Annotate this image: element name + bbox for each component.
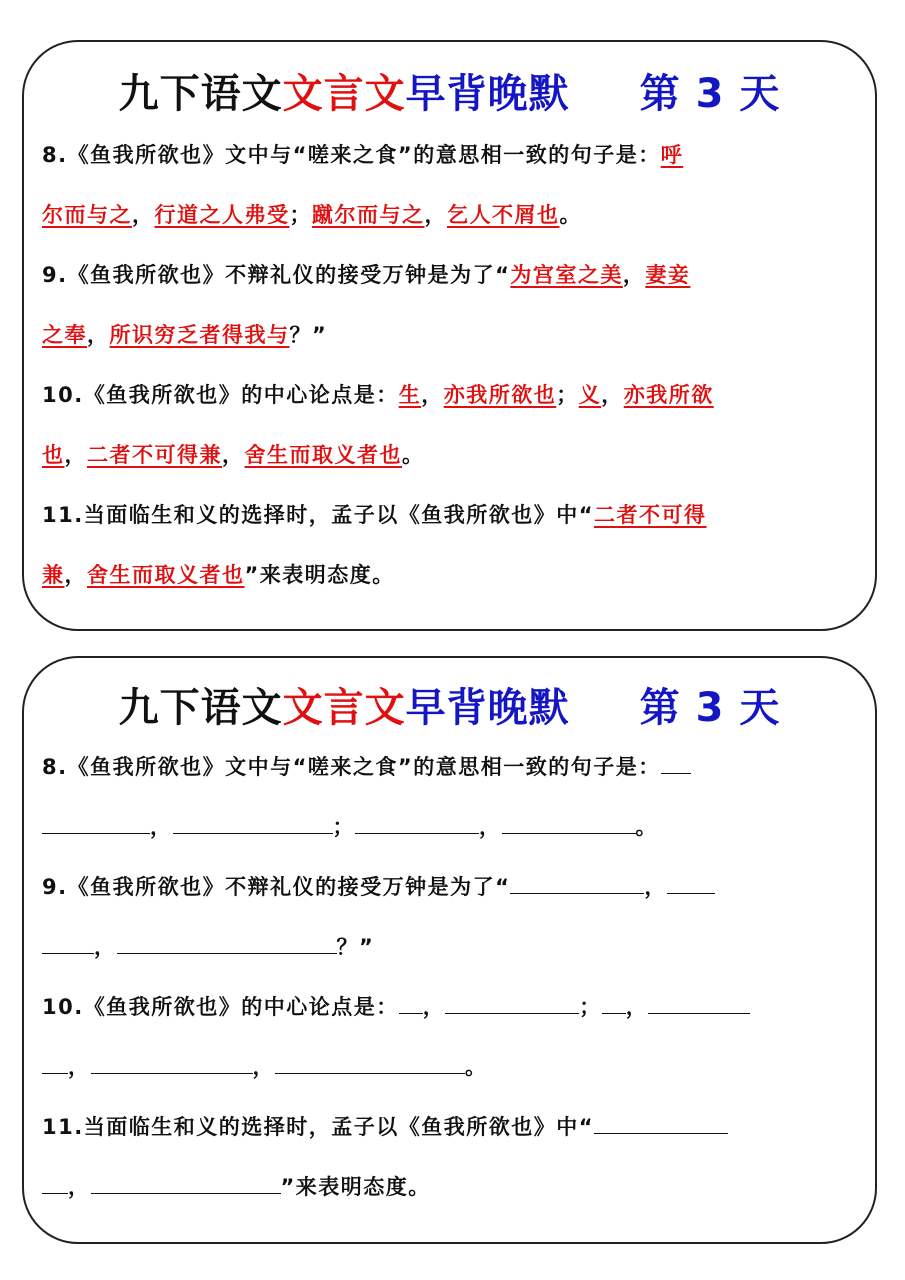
q11-line2 [42, 560, 395, 590]
blank-line[interactable] [42, 1051, 68, 1074]
blank-line[interactable] [502, 811, 636, 834]
q9-answer-4: 所识穷乏者得我与 [109, 323, 290, 347]
blank-line[interactable] [510, 871, 644, 894]
title-grade: 九下语文 [118, 685, 283, 731]
punct-semicolon: ； [289, 203, 312, 227]
blank-line[interactable] [648, 991, 750, 1014]
q10-prefix: 10.《鱼我所欲也》的中心论点是： [42, 995, 399, 1019]
blank-line[interactable] [399, 991, 423, 1014]
punct-comma: ， [150, 815, 173, 839]
punct-comma: ， [479, 815, 502, 839]
q8-prefix: 8.《鱼我所欲也》文中与“嗟来之食”的意思相一致的句子是： [42, 755, 661, 779]
blank-card [22, 656, 877, 1244]
q9-line1 [42, 260, 690, 290]
q8-line2 [42, 811, 658, 842]
q11-answer-3: 舍生而取义者也 [87, 563, 245, 587]
q8-line1 [42, 751, 691, 782]
q10-line2 [42, 1051, 488, 1082]
title-subject: 文言文 [282, 71, 406, 117]
title-day: 第 3 天 [639, 685, 781, 731]
blank-line[interactable] [42, 811, 150, 834]
answer-card [22, 40, 877, 631]
q11-prefix: 11.当面临生和义的选择时，孟子以《鱼我所欲也》中“ [42, 1115, 595, 1139]
blank-line[interactable] [445, 991, 579, 1014]
q11-answer-1: 二者不可得 [594, 503, 707, 527]
q11-line2 [42, 1171, 431, 1202]
q9-answer-1: 为宫室之美 [510, 263, 623, 287]
punct-period: 。 [402, 443, 425, 467]
q10-answer-1: 生 [398, 383, 422, 407]
q9-line2 [42, 931, 374, 962]
q10-answer-5: 也 [42, 443, 65, 467]
punct-semicolon: ； [332, 815, 355, 839]
q8-answer-4: 蹴尔而与之 [312, 203, 425, 227]
blank-line[interactable] [275, 1051, 465, 1074]
q9-suffix: ？” [336, 935, 375, 959]
q10-line1 [42, 380, 714, 410]
punct-semicolon: ； [579, 995, 602, 1019]
q11-suffix: ”来表明态度。 [280, 1175, 431, 1199]
punct-period: 。 [635, 815, 658, 839]
q9-answer-2: 妻妾 [645, 263, 691, 287]
q11-line1 [42, 500, 707, 530]
punct-comma: ， [644, 875, 667, 899]
card-title [24, 684, 875, 732]
punct-comma: ， [601, 383, 624, 407]
blank-line[interactable] [117, 931, 337, 954]
q9-line1 [42, 871, 715, 902]
q11-suffix: ”来表明态度。 [244, 563, 395, 587]
card-title [24, 70, 875, 118]
punct-comma: ， [64, 443, 87, 467]
q9-suffix: ？” [289, 323, 328, 347]
blank-line[interactable] [602, 991, 626, 1014]
q8-answer-3: 行道之人弗受 [154, 203, 290, 227]
punct-comma: ， [424, 203, 447, 227]
title-subject: 文言文 [282, 685, 406, 731]
blank-line[interactable] [42, 1171, 68, 1194]
blank-line[interactable] [42, 931, 94, 954]
punct-comma: ， [622, 263, 646, 287]
punct-period: 。 [465, 1055, 488, 1079]
q11-prefix: 11.当面临生和义的选择时，孟子以《鱼我所欲也》中“ [42, 503, 595, 527]
blank-line[interactable] [173, 811, 333, 834]
punct-comma: ， [252, 1055, 275, 1079]
q8-answer-5: 乞人不屑也 [447, 203, 560, 227]
title-day: 第 3 天 [639, 71, 781, 117]
q10-line2 [42, 440, 425, 470]
q9-prefix: 9.《鱼我所欲也》不辩礼仪的接受万钟是为了“ [42, 875, 511, 899]
blank-line[interactable] [91, 1051, 253, 1074]
blank-line[interactable] [667, 871, 715, 894]
q9-answer-3: 之奉 [42, 323, 87, 347]
punct-comma: ， [64, 563, 87, 587]
q10-answer-6: 二者不可得兼 [87, 443, 222, 467]
title-routine: 早背晚默 [405, 71, 570, 117]
q10-answer-3: 义 [578, 383, 602, 407]
q8-prefix: 8.《鱼我所欲也》文中与“嗟来之食”的意思相一致的句子是： [42, 143, 661, 167]
blank-line[interactable] [594, 1111, 728, 1134]
title-routine: 早背晚默 [405, 685, 570, 731]
q10-answer-4: 亦我所欲 [623, 383, 714, 407]
title-grade: 九下语文 [118, 71, 283, 117]
punct-comma: ， [132, 203, 155, 227]
q10-answer-2: 亦我所欲也 [443, 383, 557, 407]
q10-prefix: 10.《鱼我所欲也》的中心论点是： [42, 383, 399, 407]
q8-line1 [42, 140, 683, 170]
q9-prefix: 9.《鱼我所欲也》不辩礼仪的接受万钟是为了“ [42, 263, 511, 287]
punct-comma: ， [94, 935, 117, 959]
q8-answer-2: 尔而与之 [42, 203, 132, 227]
punct-comma: ， [68, 1055, 91, 1079]
blank-line[interactable] [661, 751, 691, 774]
q8-answer-1: 呼 [660, 143, 684, 167]
punct-comma: ， [625, 995, 649, 1019]
punct-comma: ， [422, 995, 446, 1019]
blank-line[interactable] [355, 811, 479, 834]
q10-answer-7: 舍生而取义者也 [244, 443, 402, 467]
q10-line1 [42, 991, 750, 1022]
q11-answer-2: 兼 [42, 563, 65, 587]
punct-comma: ， [222, 443, 245, 467]
q11-line1 [42, 1111, 728, 1142]
blank-line[interactable] [91, 1171, 281, 1194]
punct-comma: ， [87, 323, 110, 347]
punct-semicolon: ； [556, 383, 579, 407]
punct-period: 。 [559, 203, 582, 227]
punct-comma: ， [68, 1175, 91, 1199]
q9-line2 [42, 320, 327, 350]
punct-comma: ， [421, 383, 444, 407]
q8-line2 [42, 200, 582, 230]
